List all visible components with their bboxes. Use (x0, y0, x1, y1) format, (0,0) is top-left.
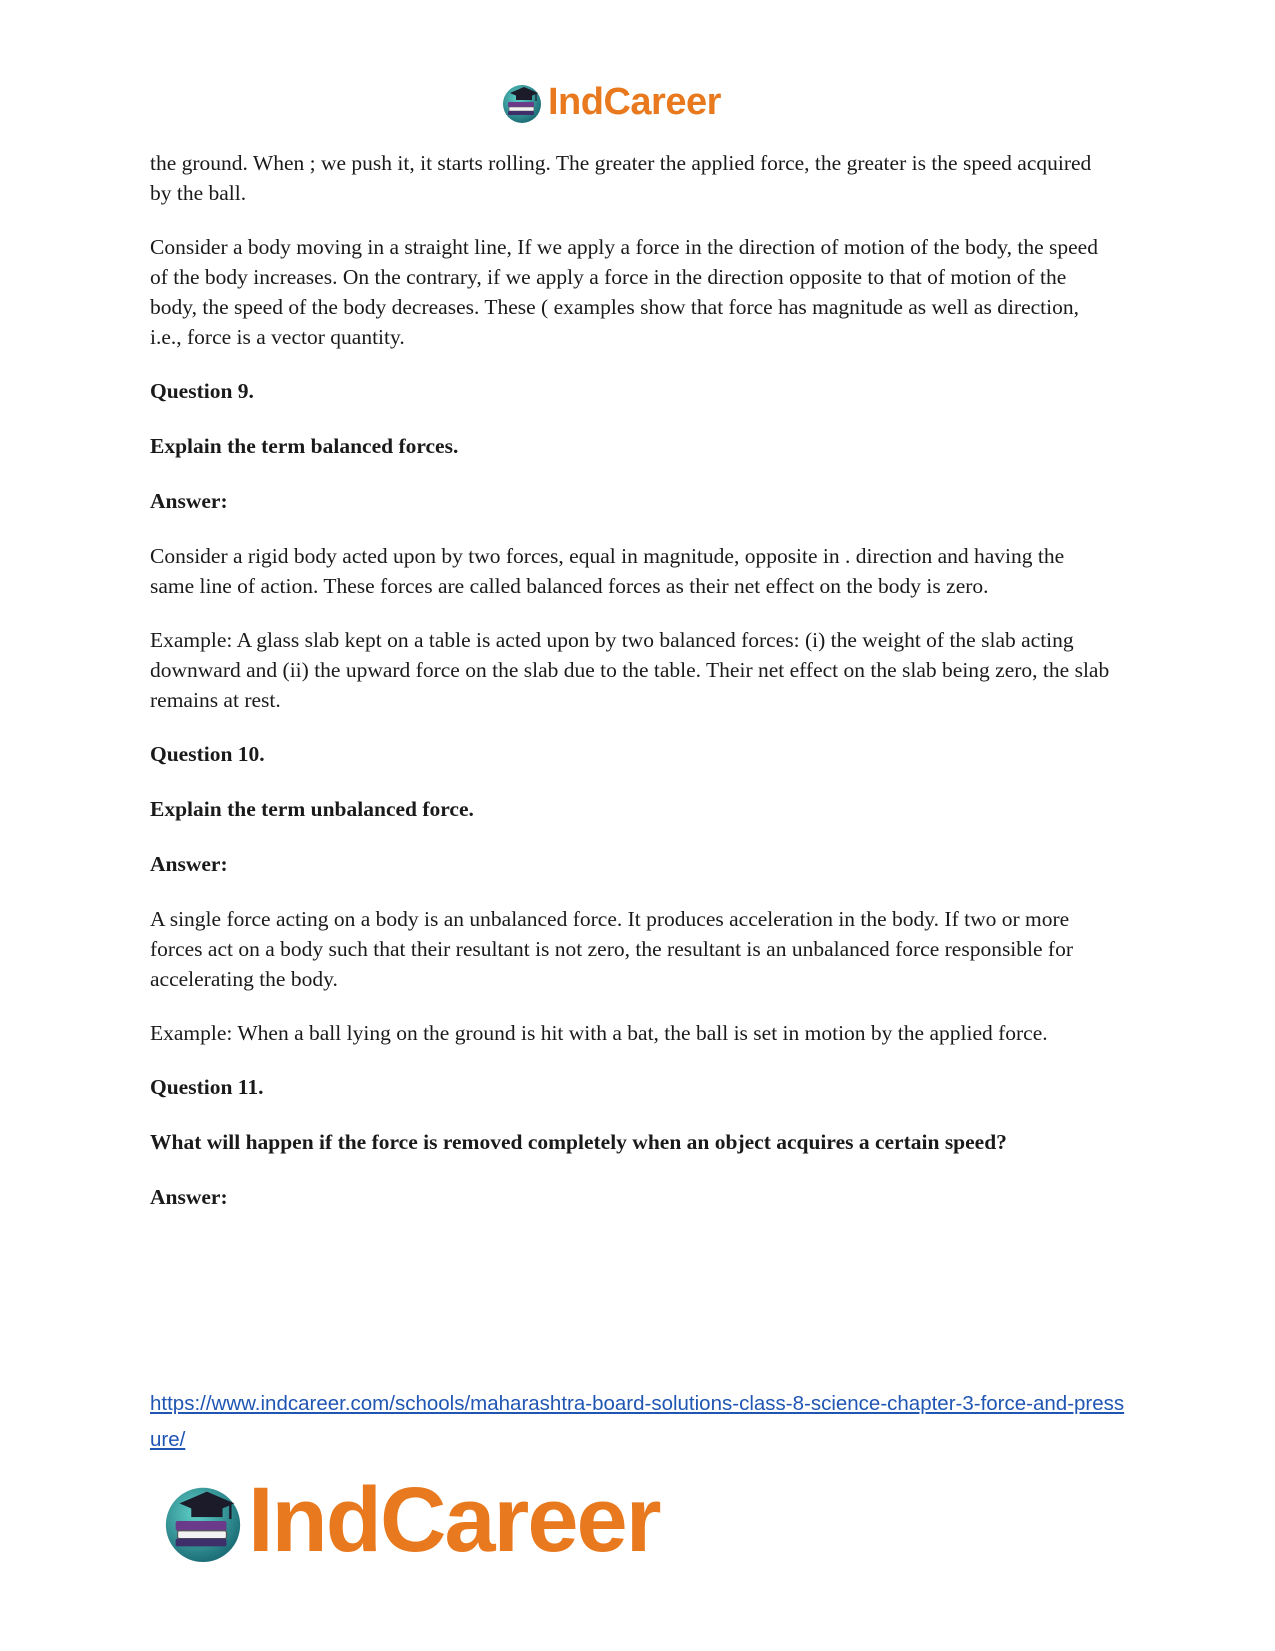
body-paragraph: A single force acting on a body is an unbalanced force. It produces acceleration in the body. If two or more forces act on a body such that their resultant is not zero, the resultant is an unbalanced force responsible for accelerating the body. (150, 907, 1073, 991)
footer-logo (160, 1468, 660, 1573)
graduation-cap-book-globe-icon (500, 80, 544, 124)
body-paragraph: Example: A glass slab kept on a table is acted upon by two balanced forces: (i) the weight of the slab acting downward and (ii) the upward force on the slab due to the table. Their net effect on the slab being zero, the slab remains at rest. (150, 628, 1110, 712)
question-heading: What will happen if the force is removed completely when an object acquires a certain speed? (150, 1130, 1007, 1154)
question-heading: Explain the term unbalanced force. (150, 797, 474, 821)
header-logo (500, 78, 721, 126)
body-paragraph: Example: When a ball lying on the ground is hit with a bat, the ball is set in motion by the applied force. (150, 1021, 1048, 1045)
question-heading: Answer: (150, 489, 228, 513)
document-body (150, 148, 1110, 1237)
footer-logo-text: IndCareer (248, 1469, 660, 1571)
header-logo-text: IndCareer (548, 80, 721, 123)
question-heading: Question 10. (150, 742, 265, 766)
question-heading: Answer: (150, 852, 228, 876)
question-heading: Answer: (150, 1185, 228, 1209)
question-heading: Explain the term balanced forces. (150, 434, 459, 458)
body-paragraph: the ground. When ; we push it, it starts rolling. The greater the applied force, the greater is the speed acquired by the ball. (150, 151, 1092, 205)
question-heading: Question 11. (150, 1075, 264, 1099)
body-paragraph: Consider a rigid body acted upon by two forces, equal in magnitude, opposite in . direction and having the same line of action. These forces are called balanced forces as their net effect on the body is zero. (150, 544, 1065, 598)
body-paragraph: Consider a body moving in a straight line, If we apply a force in the direction of motion of the body, the speed of the body increases. On the contrary, if we apply a force in the direction opposite to that of motion of the body, the speed of the body decreases. These ( examples show that force has magnitude as well as direction, i.e., force is a vector quantity. (150, 235, 1098, 349)
question-heading: Question 9. (150, 379, 254, 403)
graduation-cap-book-globe-icon (160, 1478, 246, 1564)
source-link[interactable]: https://www.indcareer.com/schools/maharashtra-board-solutions-class-8-science-chapter-3-force-and-pressure/ (150, 1392, 1125, 1451)
